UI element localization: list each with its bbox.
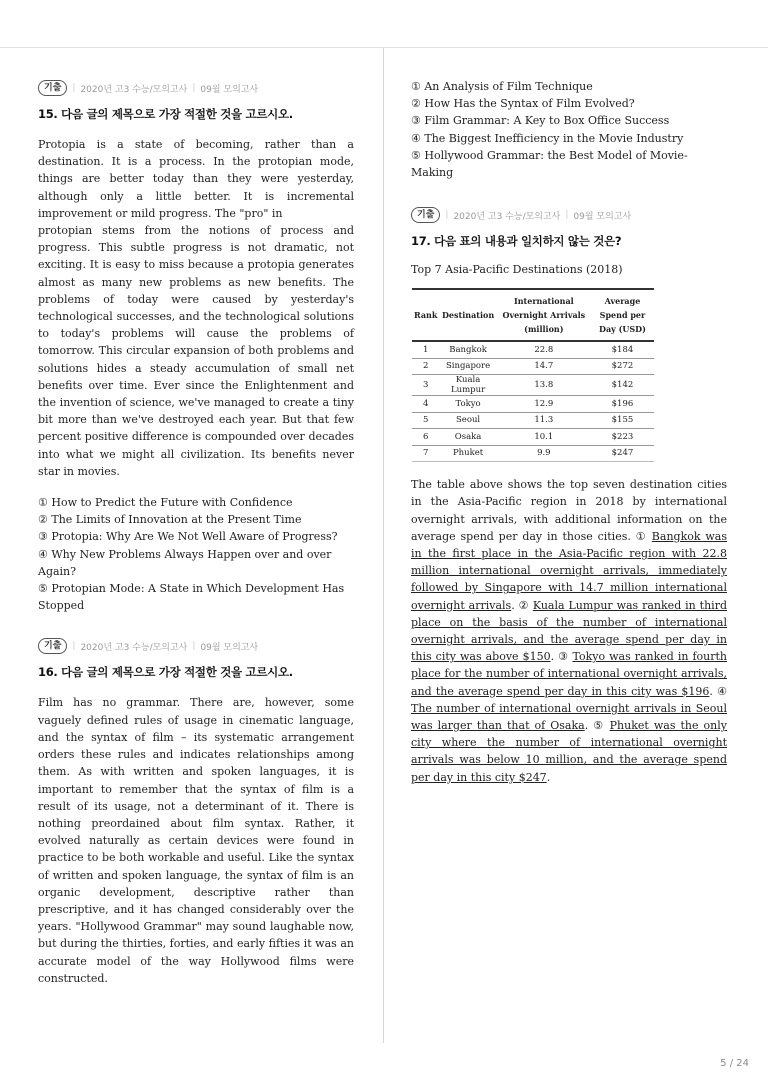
choice-4-text[interactable]: The number of international overnight arrivals in Seoul was larger than that of Osaka [411, 701, 727, 733]
source-exam: 09월 모의고사 [200, 642, 259, 653]
header-divider [0, 47, 768, 48]
table-row [412, 358, 654, 375]
cell-destination: Kuala Lumpur [439, 375, 496, 396]
choice-3-number: ③ [558, 650, 569, 664]
table-caption: Top 7 Asia-Pacific Destinations (2018) [411, 263, 623, 277]
question-15-title: 15. 다음 글의 제목으로 가장 적절한 것을 고르시오. [38, 107, 293, 121]
cell-rank: 3 [412, 375, 439, 396]
cell-destination: Phuket [439, 445, 496, 462]
cell-rank: 6 [412, 429, 439, 446]
choice-2-text[interactable]: Kuala Lumpur was ranked in third place on the basis of the number of international overnight arrivals, and the average spend per day in this city was above $150 [411, 598, 727, 664]
choice-2-number: ② [518, 598, 529, 612]
question-17-title: 17. 다음 표의 내용과 일치하지 않는 것은? [411, 234, 622, 249]
choice-1-text[interactable]: Bangkok was in the first place in the Asia-Pacific region with 22.8 million international overnight arrivals, immediately followed by Singapore with 14.7 million international overnight arrivals [411, 529, 727, 612]
option-3[interactable]: ③ Protopia: Why Are We Not Well Aware of Progress? [38, 530, 338, 544]
question-16-title: 16. 다음 글의 제목으로 가장 적절한 것을 고르시오. [38, 665, 293, 680]
option-5[interactable]: ⑤ Hollywood Grammar: the Best Model of Movie-Making [411, 148, 688, 180]
passage-intro: The table above shows the top seven destination cities in the Asia-Pacific region in 2018 by international overnight arrivals, with additional information on the average spend per day in those cities. [411, 478, 727, 543]
choice-5-text[interactable]: Phuket was the only city where the number of international overnight arrivals was below 10 million, and the average spend per day in this city $247 [411, 719, 727, 784]
cell-arrivals: 22.8 [497, 341, 591, 358]
question-17-passage: The table above shows the top seven destination cities in the Asia-Pacific region in 2018 by international overnight arrivals, with additional information on the average spend per day in those cities. ① Bangkok was in the first place in the Asia-Pacific region with 22.8 million international overnight arrivals, immediately followed by Singapore with 14.7 million international overnight arrivals. ② Kuala Lumpur was ranked in third place on the basis of the number of international overnight arrivals, and the average spend per day in this city was above $150. ③ Tokyo was ranked in fourth place for the number of international overnight arrivals, and the average spend per day in this city was $196. ④ The number of international overnight arrivals in Seoul was larger than that of Osaka. ⑤ Phuket was the only city where the number of international overnight arrivals was below 10 million, and the average spend per day in this city $247. [411, 478, 727, 784]
left-column [38, 78, 354, 987]
cell-spend: $142 [591, 375, 654, 396]
cell-rank: 2 [412, 358, 439, 375]
question-17-source: 기출 | 2020년 고3 수능/모의고사 | 09월 모의고사 [411, 205, 727, 225]
cell-rank: 5 [412, 412, 439, 429]
cell-arrivals: 13.8 [497, 375, 591, 396]
column-divider [383, 48, 384, 1043]
table-row [412, 396, 654, 413]
cell-arrivals: 12.9 [497, 396, 591, 413]
cell-destination: Seoul [439, 412, 496, 429]
cell-spend: $184 [591, 341, 654, 358]
table-row [412, 429, 654, 446]
destinations-table [412, 288, 654, 462]
cell-arrivals: 11.3 [497, 412, 591, 429]
cell-rank: 7 [412, 445, 439, 462]
choice-3-text[interactable]: Tokyo was ranked in fourth place for the number of international overnight arrivals, and the average spend per day in this city was $196 [411, 650, 727, 698]
source-tag-badge: 기출 [38, 638, 67, 654]
question-15-source: 기출 | 2020년 고3 수능/모의고사 | 09월 모의고사 [38, 78, 354, 98]
question-16-passage: Film has no grammar. There are, however, some vaguely defined rules of usage in cinematic language, and the syntax of film – its systematic arrangement orders these rules and indicates relationships among them. As with written and spoken languages, it is important to remember that the syntax of film is a result of its usage, not a determinant of it. There is nothing preordained about film syntax. Rather, it evolved naturally as certain devices were found in practice to be both workable and useful. Like the syntax of written and spoken language, the syntax of film is an organic development, descriptive rather than prescriptive, and it has changed considerably over the years. "Hollywood Grammar" may sound laughable now, but during the thirties, forties, and early fifties it was an accurate model of the way Hollywood films were constructed. [38, 696, 354, 985]
cell-spend: $196 [591, 396, 654, 413]
option-4[interactable]: ④ The Biggest Inefficiency in the Movie Industry [411, 131, 684, 145]
cell-spend: $223 [591, 429, 654, 446]
source-year: 2020년 고3 수능/모의고사 [80, 84, 188, 95]
cell-arrivals: 9.9 [497, 445, 591, 462]
option-2[interactable]: ② How Has the Syntax of Film Evolved? [411, 97, 635, 111]
table-row [412, 375, 654, 396]
cell-arrivals: 10.1 [497, 429, 591, 446]
option-1[interactable]: ① How to Predict the Future with Confidence [38, 496, 293, 510]
cell-arrivals: 14.7 [497, 358, 591, 375]
cell-spend: $272 [591, 358, 654, 375]
table-row [412, 445, 654, 462]
source-tag-badge: 기출 [38, 80, 67, 96]
question-16-options [411, 78, 727, 181]
header-arrivals: International Overnight Arrivals (million) [497, 289, 591, 341]
page-number: 5 / 24 [720, 1058, 749, 1069]
question-16-source: 기출 | 2020년 고3 수능/모의고사 | 09월 모의고사 [38, 636, 354, 656]
source-exam: 09월 모의고사 [573, 211, 632, 222]
choice-1-number: ① [635, 529, 647, 543]
question-15-passage: Protopia is a state of becoming, rather than a destination. It is a process. In the protopian mode, things are better today than they were yesterday, although only a little better. It is incremental improvement or mild progress. The "pro" in protopian stems from the notions of process and progress. This subtle progress is not dramatic, not exciting. It is easy to miss because a protopia generates almost as many new problems as new benefits. The problems of today were caused by yesterday's technological successes, and the technological solutions to today's problems will cause the problems of tomorrow. This circular expansion of both problems and solutions hides a steady accumulation of small net benefits over time. Ever since the Enlightenment and the invention of science, we've managed to create a tiny bit more than we've destroyed each year. But that few percent positive difference is compounded over decades into what we might all civilization. Its benefits never star in movies. [38, 138, 354, 478]
cell-destination: Tokyo [439, 396, 496, 413]
cell-spend: $247 [591, 445, 654, 462]
option-4[interactable]: ④ Why New Problems Always Happen over and over Again? [38, 547, 332, 578]
question-15-options [38, 494, 354, 614]
source-year: 2020년 고3 수능/모의고사 [80, 642, 188, 653]
cell-rank: 4 [412, 396, 439, 413]
choice-4-number: ④ [717, 684, 727, 698]
source-tag-badge: 기출 [411, 207, 440, 223]
header-rank: Rank [412, 289, 439, 341]
cell-spend: $155 [591, 412, 654, 429]
table-row [412, 412, 654, 429]
source-exam: 09월 모의고사 [200, 84, 259, 95]
option-3[interactable]: ③ Film Grammar: A Key to Box Office Success [411, 114, 670, 128]
cell-destination: Singapore [439, 358, 496, 375]
choice-5-number: ⑤ [593, 719, 605, 733]
cell-rank: 1 [412, 341, 439, 358]
table-header-row [412, 289, 654, 341]
cell-destination: Bangkok [439, 341, 496, 358]
right-column [411, 78, 727, 786]
option-1[interactable]: ① An Analysis of Film Technique [411, 80, 593, 93]
option-2[interactable]: ② The Limits of Innovation at the Present Time [38, 513, 302, 527]
option-5[interactable]: ⑤ Protopian Mode: A State in Which Development Has Stopped [38, 582, 345, 613]
header-destination: Destination [439, 289, 496, 341]
cell-destination: Osaka [439, 429, 496, 446]
header-spend: Average Spend per Day (USD) [591, 289, 654, 341]
source-year: 2020년 고3 수능/모의고사 [453, 211, 561, 222]
table-row [412, 341, 654, 358]
